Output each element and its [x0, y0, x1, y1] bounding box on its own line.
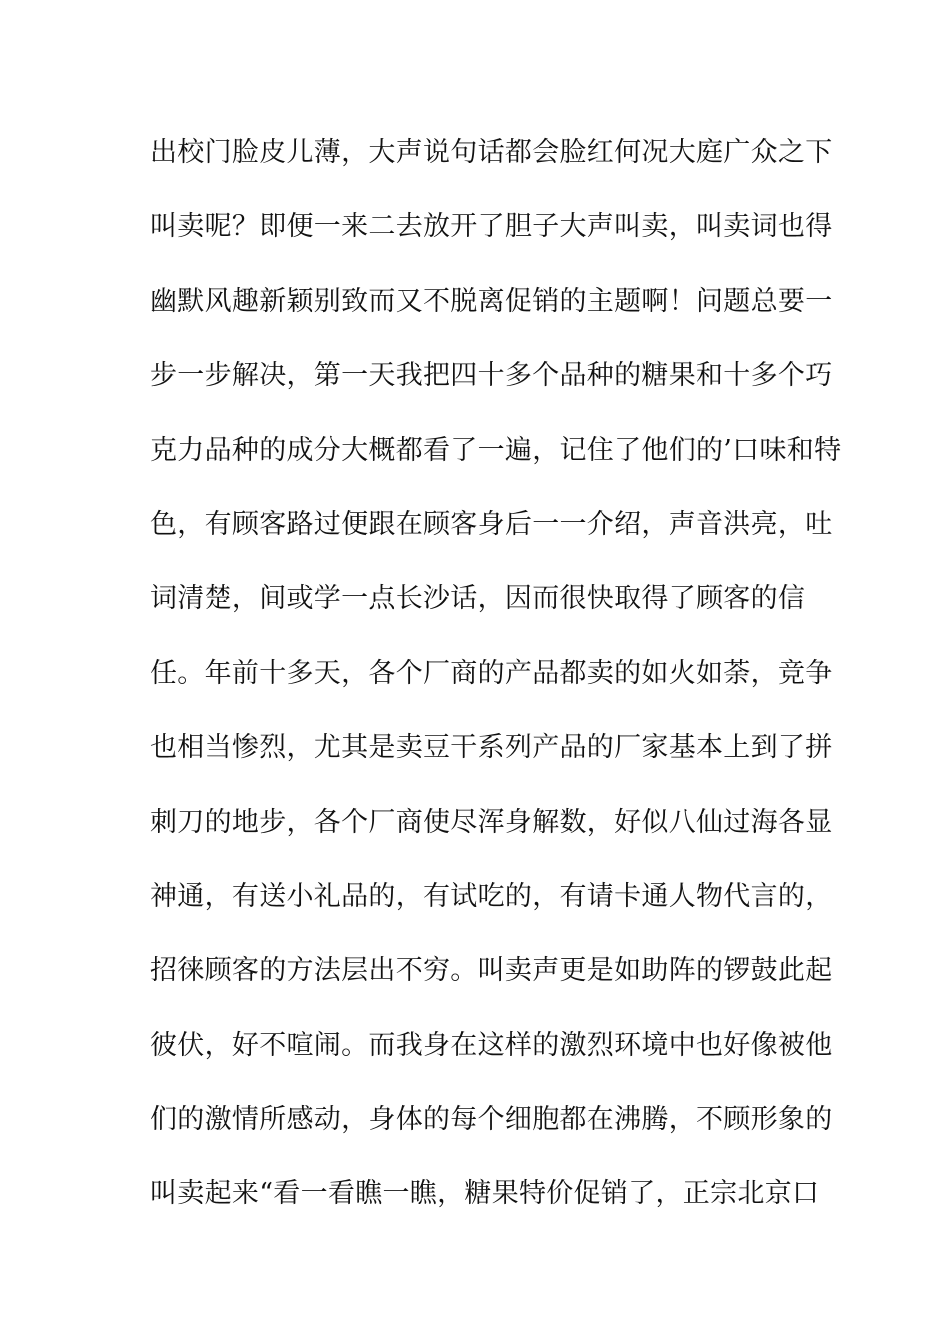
text-line-9: 也相当惨烈，尤其是卖豆干系列产品的厂家基本上到了拼: [150, 732, 833, 764]
text-line-5: 克力品种的成分大概都看了一遍，记住了他们的’口味和特: [150, 434, 842, 466]
text-line-12: 招徕顾客的方法层出不穷。叫卖声更是如助阵的锣鼓此起: [150, 955, 833, 987]
text-line-13: 彼伏，好不喧闹。而我身在这样的激烈环境中也好像被他: [150, 1029, 833, 1061]
text-line-10: 刺刀的地步，各个厂商使尽浑身解数，好似八仙过海各显: [150, 806, 833, 838]
text-line-15: 叫卖起来“看一看瞧一瞧，糖果特价促销了，正宗北京口: [150, 1178, 820, 1210]
text-line-3: 幽默风趣新颖别致而又不脱离促销的主题啊！问题总要一: [150, 285, 833, 317]
text-line-4: 步一步解决，第一天我把四十多个品种的糖果和十多个巧: [150, 360, 833, 392]
text-line-11: 神通，有送小礼品的，有试吃的，有请卡通人物代言的，: [150, 880, 833, 912]
text-line-7: 词清楚，间或学一点长沙话，因而很快取得了顾客的信: [150, 583, 806, 615]
document-body: [150, 130, 842, 1246]
text-line-8: 任。年前十多天，各个厂商的产品都卖的如火如荼，竞争: [150, 657, 833, 689]
text-line-1: 出校门脸皮儿薄，大声说句话都会脸红何况大庭广众之下: [150, 137, 833, 168]
text-line-14: 们的激情所感动，身体的每个细胞都在沸腾，不顾形象的: [150, 1104, 833, 1136]
text-line-2: 叫卖呢？即便一来二去放开了胆子大声叫卖，叫卖词也得: [150, 211, 833, 243]
text-line-6: 色，有顾客路过便跟在顾客身后一一介绍，声音洪亮，吐: [150, 508, 833, 540]
